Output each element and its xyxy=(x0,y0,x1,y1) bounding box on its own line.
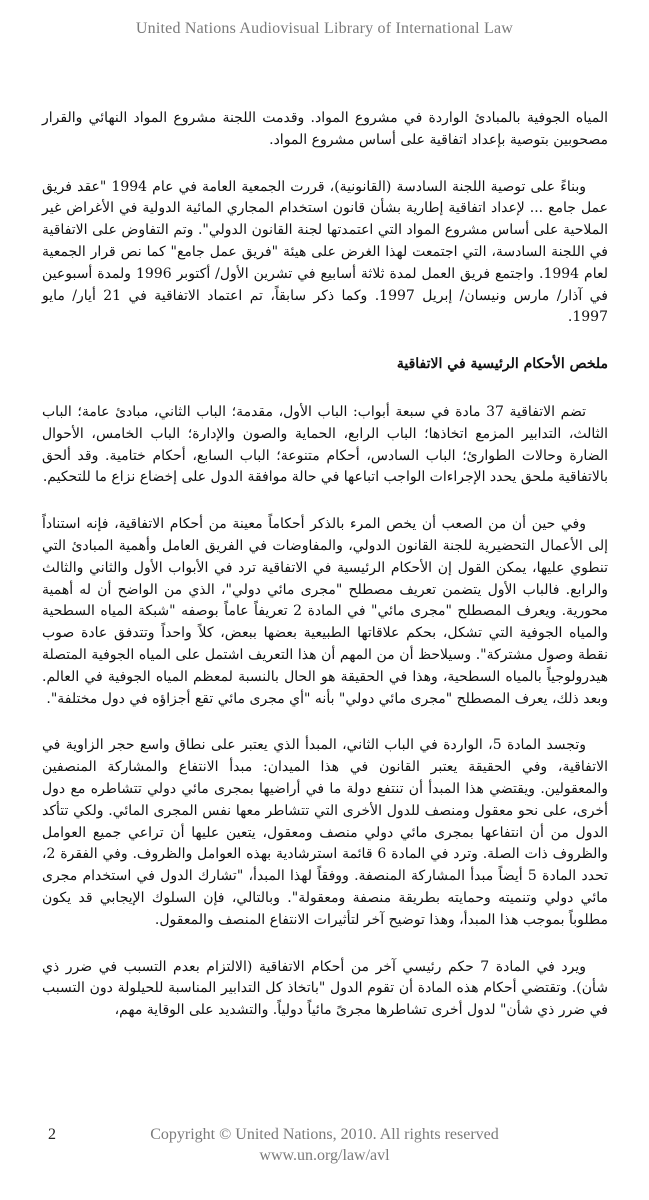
document-body xyxy=(42,108,608,1047)
page-number: 2 xyxy=(48,1126,56,1143)
page-header: United Nations Audiovisual Library of International Law xyxy=(135,20,514,37)
paragraph-definitions: وفي حين أن من الصعب أن يخص المرء بالذكر أحكاماً معينة من أحكام الاتفاقية، فإنه استناداً إلى الأعمال التحضيرية للجنة القانون الدولي، والمفاوضات في الفريق العامل وأهمية المبادئ التي تنطوي عليها، يمكن القول إن الأحكام الرئيسية في الاتفاقية ترد في الأبواب الأول والثاني والثالث والرابع. فالباب الأول يتضمن تعريف مصطلح "مجرى مائي دولي"، الذي من الواضح أن له أهمية محورية. ويعرف المصطلح "مجرى مائي" في المادة 2 تعريفاً عاماً بوصفه "شبكة المياه السطحية والمياه الجوفية التي تشكل، بحكم علاقاتها الطبيعية بعضها ببعض، كلاً واحداً وتتدفق عادة صوب نقطة وصول مشتركة". وسيلاحظ أن من المهم أن هذا التعريف اشتمل على المياه الجوفية المتصلة هيدرولوجياً بالمياه السطحية، وهذا في الحقيقة هو الحال بالنسبة لمعظم المياه الجوفية في العالم. وبعد ذلك، يعرف المصطلح "مجرى مائي دولي" بأنه "أي مجرى مائي تقع أجزاؤه في دول مختلفة". xyxy=(42,516,608,707)
section-heading: ملخص الأحكام الرئيسية في الاتفاقية xyxy=(396,356,608,373)
footer-url: www.un.org/law/avl xyxy=(259,1147,390,1164)
paragraph-article-5: وتجسد المادة 5، الواردة في الباب الثاني، المبدأ الذي يعتبر على نطاق واسع حجر الزاوية في الاتفاقية، وفي الحقيقة يعتبر القانون في هذا الميدان: مبدأ الانتفاع والمشاركة المنصفين والمعقولين. ويقتضي هذا المبدأ أن تنتفع دولة ما في أراضيها بمجرى مائي دولي تتشاطره مع دول أخرى، على نحو معقول ومنصف للدول الأخرى التي تتشاطر معها نفس المجرى المائي. ولكي تتأكد الدول من أن انتفاعها بمجرى مائي دولي منصف ومعقول، يتعين عليها أن تراعي جميع العوامل والظروف ذات الصلة. وترد في المادة 6 قائمة استرشادية بهذه العوامل والظروف. وفي الفقرة 2، تحدد المادة 5 أيضاً مبدأ المشاركة المنصفة. ووفقاً لهذا المبدأ، "تشارك الدول في استخدام مجرى مائي دولي وتنميته وحمايته بطريقة منصفة ومعقولة". وبالتالي، فإن السلوك الإيجابي قد يكون مطلوباً بموجب هذا المبدأ، وهذا توضيح آخر لتأثيرات الانتفاع المنصف والمعقول. xyxy=(42,737,608,928)
paragraph-article-7: ويرد في المادة 7 حكم رئيسي آخر من أحكام الاتفاقية (الالتزام بعدم التسبب في ضرر ذي شأن). وتقتضي أحكام هذه المادة أن تقوم الدول "باتخاذ كل التدابير المناسبة للحيلولة دون التسبب في ضرر ذي شأن" لدول أخرى تشاطرها مجرىً مائياً دولياً. والتشديد على الوقاية مهم، xyxy=(42,958,608,1019)
paragraph-general-assembly: وبناءً على توصية اللجنة السادسة (القانونية)، قررت الجمعية العامة في عام 1994 "عقد فريق عمل جامع ... لإعداد اتفاقية إطارية بشأن قانون استخدام المجاري المائية الدولية في الأغراض غير الملاحية على أساس مشروع المواد التي اعتمدتها لجنة القانون الدولي". وتم التفاوض على الاتفاقية في اللجنة السادسة، التي اجتمعت لهذا الغرض على هيئة "فريق عمل جامع" كما نص قرار الجمعية لعام 1994. واجتمع فريق العمل لمدة ثلاثة أسابيع في تشرين الأول/ أكتوبر 1996 ولمدة أسبوعين في آذار/ مارس ونيسان/ إبريل 1997. وكما ذكر سابقاً، تم اعتماد الاتفاقية في 21 أيار/ مايو 1997. xyxy=(42,178,608,326)
paragraph-structure: تضم الاتفاقية 37 مادة في سبعة أبواب: الباب الأول، مقدمة؛ الباب الثاني، مبادئ عامة؛ الباب الثالث، التدابير المزمع اتخاذها؛ الباب الرابع، الحماية والصون والإدارة؛ الباب الخامس، الأحوال الضارة وحالات الطوارئ؛ الباب السادس، أحكام متنوعة؛ الباب السابع، أحكام ختامية. وقد ألحق بالاتفاقية ملحق يحدد الإجراءات الواجب اتباعها في حالة موافقة الدول على إخضاع نزاع ما للتحكيم. xyxy=(42,403,608,486)
page-footer xyxy=(0,1126,649,1176)
paragraph-continuation: المياه الجوفية بالمبادئ الواردة في مشروع المواد. وقدمت اللجنة مشروع المواد النهائي والقرار مصحوبين بتوصية بإعداد اتفاقية على أساس مشروع المواد. xyxy=(42,110,608,148)
copyright-notice: Copyright © United Nations, 2010. All rights reserved xyxy=(150,1126,499,1143)
